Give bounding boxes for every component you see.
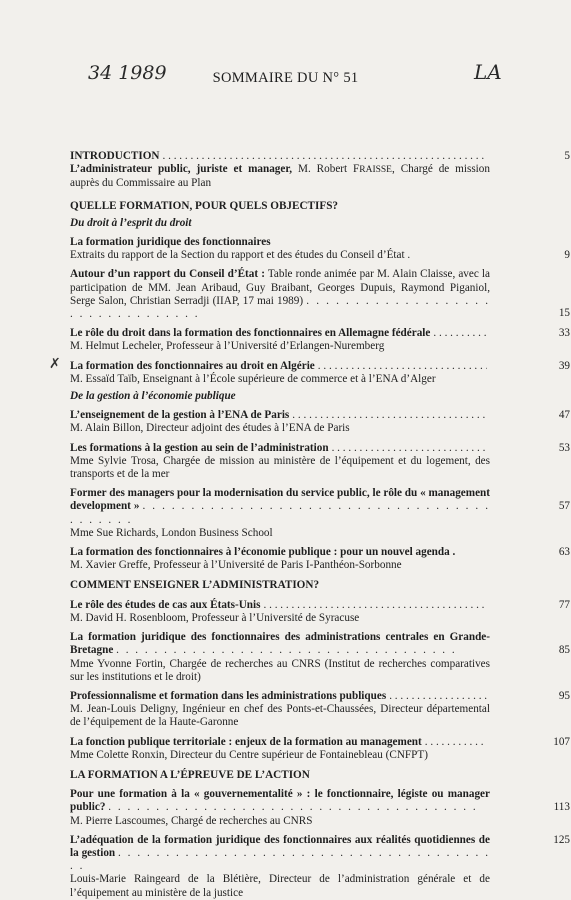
entry-author: M. Essaïd Taïb, Enseignant à l’École supérieure de commerce et à l’ENA d’Alger: [70, 372, 436, 385]
page-number: 9: [564, 249, 570, 262]
handwritten-note-left: 34 1989: [88, 62, 167, 84]
page-number: 15: [558, 307, 570, 320]
entry-author: M. David H. Rosenbloom, Professeur à l’Université de Syracuse: [70, 611, 360, 624]
toc-entry: [70, 441, 570, 482]
entry-author: Mme Colette Ronxin, Directeur du Centre supérieur de Fontainebleau (CNFPT): [70, 748, 428, 761]
entry-title: La fonction publique territoriale : enjeux de la formation au management: [70, 735, 422, 748]
entry-title: Le rôle des études de cas aux États-Unis: [70, 598, 261, 611]
entry-author: Table ronde animée par M. Alain Claisse, avec la participation de MM. Jean Aribaud, Guy Braibant, Georges Dupuis, Raymond Piganiol, Serge Salon, Christian Serradji (IIAP, 17 mai 1989): [70, 268, 490, 307]
toc-entry: Autour d’un rapport du Conseil d’État : Table ronde animée par M. Alain Claisse, avec la participation de MM. Jean Aribaud, Guy Braibant, Georges Dupuis, Raymond Piganiol, Serge Salon, Christian Serradji (IIAP, 17 mai 1989) . . . . . . . . . . . . . . . . . . . . . . . . . . . . . . . . . 15: [70, 268, 570, 321]
entry-author: Mme Sue Richards, London Business School: [70, 526, 273, 539]
section-heading: QUELLE FORMATION, POUR QUELS OBJECTIFS?: [70, 199, 339, 212]
entry-author: M. Jean-Louis Deligny, Ingénieur en chef des Ponts-et-Chaussées, Directeur départemental de l’équipement de la Haute-Garonne: [70, 703, 490, 729]
page-number: 85: [558, 644, 570, 657]
toc-entry: [70, 150, 570, 191]
toc-entry: [70, 689, 570, 730]
page-number: 77: [558, 598, 570, 611]
handwritten-note-right: LA: [474, 60, 502, 84]
section-heading: LA FORMATION A L’ÉPREUVE DE L’ACTION: [70, 768, 310, 781]
subsection-heading: De la gestion à l’économie publique: [70, 390, 236, 403]
page-number: 39: [558, 359, 570, 372]
toc-entry: [70, 598, 570, 625]
entry-title: Autour d’un rapport du Conseil d’État :: [70, 268, 265, 281]
handwritten-cross-mark: ✗: [49, 356, 61, 372]
entry-title: Les formations à la gestion au sein de l’administration: [70, 441, 329, 454]
toc-entry: [70, 735, 570, 762]
page-number: 33: [558, 327, 570, 340]
entry-title: Le rôle du droit dans la formation des fonctionnaires en Allemagne fédérale: [70, 327, 431, 340]
entry-author: Mme Yvonne Fortin, Chargée de recherches au CNRS (Institut de recherches comparatives sur les institutions et le droit): [70, 657, 490, 683]
entry-author: Extraits du rapport de la Section du rapport et des études du Conseil d’État .: [70, 249, 411, 262]
entry-title: L’enseignement de la gestion à l’ENA de Paris: [70, 409, 290, 422]
entry-title: La formation des fonctionnaires à l’économie publique : pour un nouvel agenda .: [70, 546, 456, 559]
page-title: SOMMAIRE DU N° 51: [212, 70, 359, 86]
page-number: 107: [553, 735, 570, 748]
toc-entry: La formation juridique des fonctionnaires des administrations centrales en Grande-Bretagne . . . . . . . . . . . . . . . . . . . . . . . . . . . . . . . . . . . . 85 Mme Yvonne Fortin, Chargée de recherches au CNRS (Institut de recherches comparatives sur les institutions et le droit): [70, 631, 570, 683]
entry-author: M. Helmut Lecheler, Professeur à l’Université d’Erlangen-Nuremberg: [70, 340, 385, 353]
toc-entry: [70, 546, 570, 572]
entry-author: M. Alain Billon, Directeur adjoint des études à l’ENA de Paris: [70, 422, 350, 435]
page-number: 63: [558, 546, 570, 559]
toc-entry: [49, 356, 570, 386]
page-number: 57: [558, 500, 570, 513]
page-number: 125: [553, 833, 570, 846]
entry-title: Pour une formation à la « gouvernementalité » : le fonctionnaire, légiste ou manager public?: [70, 788, 490, 814]
toc-entry: [70, 327, 570, 353]
toc-entry: [70, 236, 570, 262]
entry-title: Former des managers pour la modernisation du service public, le rôle du « management development »: [70, 487, 490, 513]
entry-title: L’adéquation de la formation juridique des fonctionnaires aux réalités quotidiennes de la gestion: [70, 833, 490, 859]
entry-title: La formation des fonctionnaires au droit en Algérie: [70, 359, 315, 372]
entry-author: Louis-Marie Raingeard de la Blétière, Directeur de l’administration générale et de l’équipement au ministère de la justice: [70, 873, 490, 899]
entry-author: Mme Sylvie Trosa, Chargée de mission au ministère de l’équipement et du logement, des transports et de la mer: [70, 454, 490, 481]
toc-entry: Former des managers pour la modernisation du service public, le rôle du « management development » . . . . . . . . . . . . . . . . . . . . . . . . . . . . . . . . . . . . . . . . . . . 57 Mme Sue Richards, London Business School: [70, 487, 570, 539]
section-heading: COMMENT ENSEIGNER L’ADMINISTRATION?: [70, 579, 320, 592]
entry-title: INTRODUCTION: [70, 150, 160, 162]
toc-entry: Pour une formation à la « gouvernementalité » : le fonctionnaire, légiste ou manager public? . . . . . . . . . . . . . . . . . . . . . . . . . . . . . . . . . . . . . . . 113 M. Pierre Lascoumes, Chargé de recherches au CNRS: [70, 788, 570, 827]
page-number: 47: [558, 409, 570, 422]
page-number: 95: [558, 689, 570, 702]
entry-author: L’administrateur public, juriste et manager, M. Robert FRAISSE, Chargé de mission auprès du Commissaire au Plan: [70, 163, 490, 190]
page-number: 5: [564, 150, 570, 162]
subsection-heading: Du droit à l’esprit du droit: [70, 216, 192, 229]
page-number: 113: [553, 801, 570, 814]
table-of-contents: [49, 150, 570, 900]
page-number: 53: [558, 441, 570, 454]
entry-title: La formation juridique des fonctionnaires des administrations centrales en Grande-Bretagne: [70, 631, 490, 657]
entry-author: M. Pierre Lascoumes, Chargé de recherches au CNRS: [70, 814, 313, 827]
entry-title: Professionnalisme et formation dans les administrations publiques: [70, 689, 387, 702]
entry-title: La formation juridique des fonctionnaires: [70, 236, 271, 249]
toc-entry: L’adéquation de la formation juridique des fonctionnaires aux réalités quotidiennes de la gestion . . . . . . . . . . . . . . . . . . . . . . . . . . . . . . . . . . . . . . . . . 125 Louis-Marie Raingeard de la Blétière, Directeur de l’administration générale et de l’équipement au ministère de la justice: [70, 833, 570, 899]
toc-entry: [70, 409, 570, 435]
entry-author: M. Xavier Greffe, Professeur à l’Université de Paris I-Panthéon-Sorbonne: [70, 559, 402, 572]
